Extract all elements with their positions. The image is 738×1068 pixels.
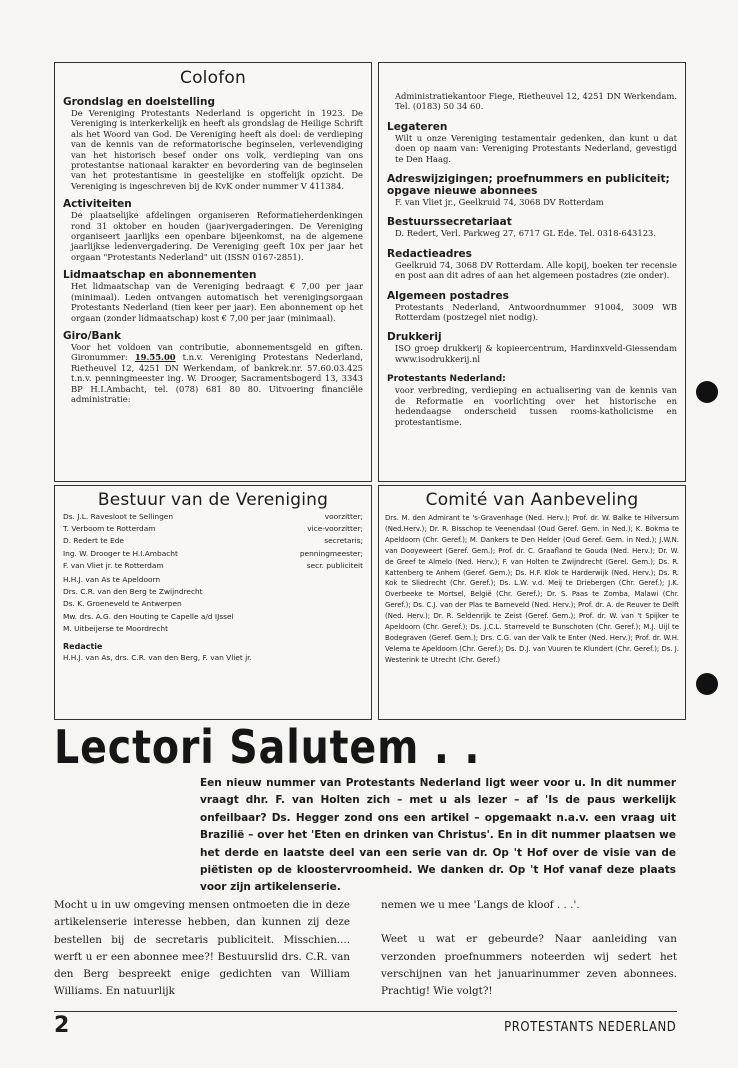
section-text: ISO groep drukkerij & kopieercentrum, Hardinxveld-Giessendam www.isodrukkerij.nl [395, 343, 677, 364]
admin-section [387, 290, 677, 323]
article-column-right [381, 897, 677, 1000]
officer-role: secr. publiciteit [306, 560, 363, 570]
paragraph: Weet u wat er gebeurde? Naar aanleiding van verzonden proefnummers noteerden wij sedert het verschijnen van het januarinummer zeven abonnees. Prachtig! Wie volgt?! [381, 933, 677, 998]
section-heading: Algemeen postadres [387, 289, 509, 302]
giro-text-post: t.n.v. Vereniging Protestans Nederland, Rietheuvel 12, 4251 DN Werkendam, of bankrek.nr. 57.60.03.425 t.n.v. penningmeester ing. W. Drooger, Sacramentsbogerd 13, 3343 BP H.I.Ambacht, tel. (078) 681 80 80. Uitvoering financiële administratie: [71, 352, 363, 404]
section-text: voor verbreding, verdieping en actualisering van de kennis van de Reformatie en voorlichting over het historische en hedendaagse onderscheid tussen rooms-katholicisme en protestantisme. [395, 385, 677, 427]
officer-role: secretaris; [324, 536, 363, 546]
section-heading: Adreswijzigingen; proefnummers en publiciteit; opgave nieuwe abonnees [387, 173, 670, 198]
officer-row [63, 548, 363, 560]
section-heading: Protestants Nederland: [387, 374, 506, 385]
section-text: Protestants Nederland, Antwoordnummer 91004, 3009 WB Rotterdam (postzegel niet nodig). [395, 301, 677, 323]
section-heading: Legateren [387, 120, 448, 133]
paragraph: Mocht u in uw omgeving mensen ontmoeten die in deze artikelenserie interesse hebben, dan kunnen zij deze bestellen bij de secretaris publiciteit. Misschien.... werft u er een abonnee mee?! Bestuurslid drs. C.R. van den Berg bespreekt enige gedichten van William Williams. En natuurlijk [54, 899, 350, 998]
section-text [63, 342, 363, 404]
officer-row [63, 511, 363, 523]
committee-title: Comité van Aanbeveling [425, 490, 639, 510]
officer-name: Ds. J.L. Ravesloot te Sellingen [63, 512, 174, 521]
officer-row [63, 560, 363, 572]
section-text: Geelkruid 74, 3068 DV Rotterdam. Alle kopij, boeken ter recensie en post aan dit adres of aan het algemeen postadres (zie onder). [395, 259, 677, 281]
member-line: Drs. C.R. van den Berg te Zwijndrecht [63, 587, 203, 597]
article-column-left [54, 897, 350, 1001]
colofon-section [63, 269, 363, 323]
section-heading: Bestuurssecretariaat [387, 216, 512, 229]
colofon-section [63, 198, 363, 262]
colofon-section [63, 330, 363, 404]
committee-box [378, 485, 686, 720]
punch-hole [696, 381, 718, 403]
board-box [54, 485, 372, 720]
section-text: De plaatselijke afdelingen organiseren Reformatieherdenkingen rond 31 oktober en houden (jaar)vergaderingen. De Vereniging organiseert jaarlijks een openbare bijeenkomst, na de algemene jaarlijkse ledenvergadering. De Vereniging geeft 10x per jaar het orgaan "Protestants Nederland" uit (ISSN 0167-2851). [71, 210, 363, 262]
officer-row [63, 535, 363, 547]
section-text: De Vereniging Protestants Nederland is opgericht in 1923. De Vereniging is interkerkelijk en heeft als grondslag de Heilige Schrift als het Woord van God. De Vereniging heeft als doel: de verdieping van de kennis van de reformatorische beginselen, verlevendiging van het historisch besef onder ons volk, verdieping van ons protestantse nationaal karakter en bevordering van de beginselen van het protestantisme in geestelijke en stoffelijk opzicht. De Vereniging is ingeschreven bij de KvK onder nummer V 411384. [71, 108, 363, 191]
member-line: Mw. drs. A.G. den Houting te Capelle a/d IJssel [63, 611, 234, 621]
colofon-title: Colofon [180, 68, 246, 88]
article-intro: Een nieuw nummer van Protestants Nederland ligt weer voor u. In dit nummer vraagt dhr. F. van Holten zich – met u als lezer – af 'Is de paus werkelijk onfeilbaar? Ds. Hegger zond ons een artikel – opgemaakt n.a.v. een vraag uit Brazilië – over het 'Eten en drinken van Christus'. En in dit nummer plaatsen we het derde en laatste deel van een serie van dr. Op 't Hof over de visie van de piëtisten op de kloostervroomheid. We danken dr. Op 't Hof vanaf deze plaats voor zijn artikelenserie. [200, 777, 676, 894]
committee-members: Drs. M. den Admirant te 's-Gravenhage (Ned. Herv.); Prof. dr. W. Balke te Hilversum (Ned.Herv.); Dr. R. Bisschop te Veenendaal (Oud Geref. Gem. in Ned.); K. Bokma te Apeldoorn (Chr. Geref.); M. Dankers te Den Helder (Oud Geref. Gem. in Ned.); J.W.N. van Dooyeweert (Geref. Gem.); Prof. dr. C. Graafland te Gouda (Ned. Herv.); Dr. W. de Greef te Almelo (Ned. Herv.); F. van Holten te Zwijndrecht (Gerel. Gem.); Ds. R. Kattenberg te Anhem (Geref. Gem.); Ds. H.F. Klok te Harderwijk (Ned. Herv.); Ds. R. Kok te Sliedrecht (Chr. Geref.); Ds. L.W. v.d. Meij te Driebergen (Chr. Geref.); J.K. Overbeeke te Mortsel, België (Chr. Geref.); Dr. S. Paas te Zomba, Malawi (Chr. Geref.); Ds. C.J. van der Plas te Barneveld (Ned. Herv.); Prof. dr. A. de Reuver te Delft (Ned. Herv.); Dr. R. Seldenrijk te Zeist (Geref. Gem.); Prof. dr. W. van 't Spijker te Apeldoorn (Chr. Geref.); Ds. J.C.L. Starreveld te Bunschoten (Chr. Geref.); M.J. Uijl te Bodegraven (Geref. Gem.); Drs. C.G. van der Valk te Enter (Ned. Herv.); Prof. dr. W.H. Velema te Apeldoorn (Chr. Geref.); Ds. D.J. van Vuuren te Klundert (Chr. Geref.); Ds. J. Westerink te Utrecht (Chr. Geref.) [385, 514, 679, 664]
member-line: H.H.J. van As te Apeldoorn [63, 575, 161, 585]
colofon-section [63, 96, 363, 191]
admin-section [387, 173, 677, 207]
paragraph: nemen we u mee 'Langs de kloof . . .'. [381, 899, 580, 911]
footer-rule [54, 1011, 677, 1012]
section-text: Wilt u onze Vereniging testamentair gedenken, dan kunt u dat doen op naam van: Vereniging Protestants Nederland, gevestigd te Den Haag. [395, 132, 677, 164]
section-heading: Lidmaatschap en abonnementen [63, 269, 257, 282]
publication-name: PROTESTANTS NEDERLAND [503, 1020, 676, 1035]
officer-name: T. Verboom te Rotterdam [63, 524, 156, 534]
editorial-heading: Redactie [63, 642, 103, 652]
section-text: D. Redert, Verl. Parkweg 27, 6717 GL Ede. Tel. 0318-643123. [395, 228, 657, 239]
section-heading: Activiteiten [63, 198, 132, 211]
admin-section [387, 331, 677, 364]
punch-hole [696, 673, 718, 695]
section-heading: Redactieadres [387, 247, 472, 260]
admin-section [387, 373, 677, 427]
page-number: 2 [54, 1013, 70, 1038]
admin-section [387, 121, 677, 164]
editorial-members: H.H.J. van As, drs. C.R. van den Berg, F. van Vliet jr. [63, 653, 252, 663]
officer-name: F. van Vliet jr. te Rotterdam [63, 560, 164, 570]
admin-section [387, 248, 677, 281]
member-line: Ds. K. Groeneveld te Antwerpen [63, 599, 182, 609]
section-text: Administratiekantoor Fiege, Rietheuvel 12, 4251 DN Werkendam. Tel. (0183) 50 34 60. [395, 91, 677, 112]
admin-info-box [378, 62, 686, 482]
board-title: Bestuur van de Vereniging [97, 490, 329, 510]
section-heading: Giro/Bank [63, 329, 121, 342]
giro-number: 19.55.00 [134, 352, 176, 363]
member-line: M. Uitbeijerse te Moordrecht [63, 623, 168, 633]
officer-name: D. Redert te Ede [63, 536, 124, 546]
article-headline: Lectori Salutem . . [54, 720, 481, 774]
colofon-box [54, 62, 372, 482]
officer-row [63, 523, 363, 535]
section-text: Het lidmaatschap van de Vereniging bedraagt € 7,00 per jaar (minimaal). Leden ontvangen automatisch het verenigingsorgaan Protestants Nederland (tien keer per jaar). Een abonnement op het orgaan (zonder lidmaatschap) kost € 7,00 per jaar (minimaal). [71, 281, 363, 323]
officer-role: voorzitter; [324, 512, 363, 521]
admin-section [387, 216, 677, 238]
section-heading: Drukkerij [387, 331, 442, 344]
section-text: F. van Vliet jr., Geelkruid 74, 3068 DV Rotterdam [395, 197, 604, 208]
section-heading: Grondslag en doelstelling [63, 96, 215, 108]
officer-name: Ing. W. Drooger te H.I.Ambacht [63, 548, 178, 558]
giro-text-pre: Voor het voldoen van contributie, abonnementsgeld en giften. Gironummer: [71, 341, 363, 363]
officer-role: vice-voorzitter; [307, 524, 363, 534]
admin-section [387, 91, 677, 112]
officer-role: penningmeester; [299, 548, 363, 558]
